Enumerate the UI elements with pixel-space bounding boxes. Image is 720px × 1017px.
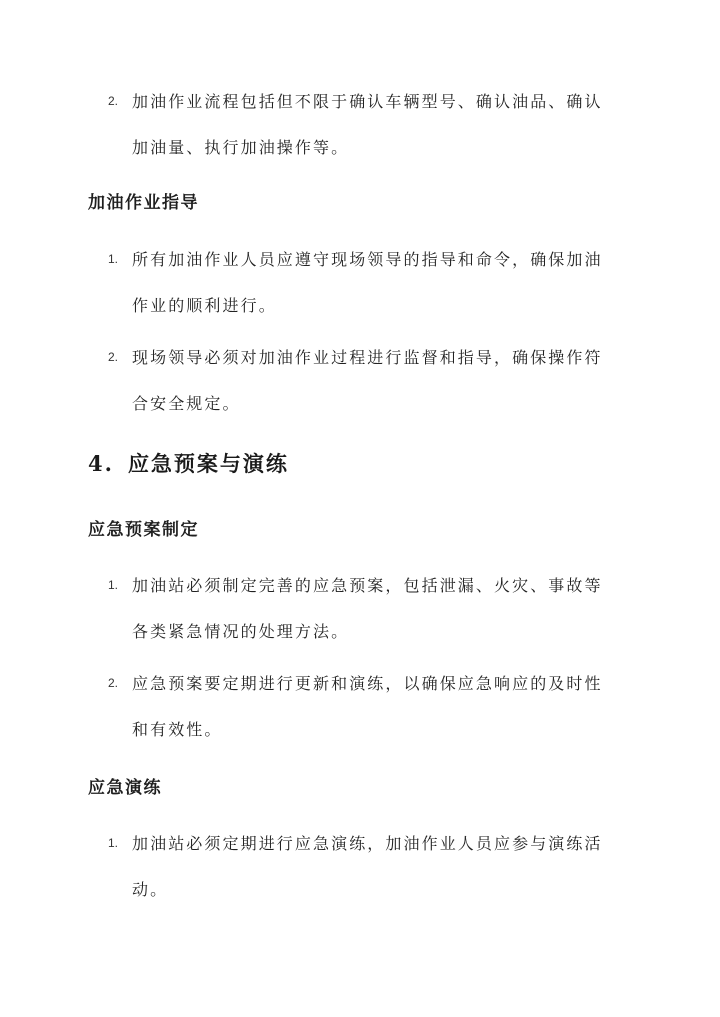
list-item: [108, 248, 628, 340]
list-item: [108, 672, 628, 764]
list-item-text: [132, 346, 628, 438]
list-number: 2.: [108, 94, 119, 108]
text-line: 加油站必须制定完善的应急预案，包括泄漏、火灾、事故等: [132, 576, 603, 595]
text-line: 作业的顺利进行。: [132, 296, 277, 315]
subheading-plan: 应急预案制定: [88, 520, 199, 540]
list-number: 1.: [108, 836, 119, 850]
list-item: [108, 832, 628, 924]
text-line: 和有效性。: [132, 720, 223, 739]
text-line: 动。: [132, 880, 169, 899]
subheading-guidance: 加油作业指导: [88, 193, 199, 213]
list-item-text: [132, 90, 628, 182]
text-line: 加油作业流程包括但不限于确认车辆型号、确认油品、确认: [132, 92, 603, 111]
list-item-text: [132, 248, 628, 340]
text-line: 现场领导必须对加油作业过程进行监督和指导，确保操作符: [132, 348, 603, 367]
text-line: 各类紧急情况的处理方法。: [132, 622, 350, 641]
text-line: 加油量、执行加油操作等。: [132, 138, 350, 157]
list-number: 2.: [108, 676, 119, 690]
list-item-text: [132, 574, 628, 666]
section-heading: [88, 448, 289, 478]
list-item: [108, 574, 628, 666]
text-line: 应急预案要定期进行更新和演练，以确保应急响应的及时性: [132, 674, 603, 693]
list-number: 1.: [108, 578, 119, 592]
list-item-text: [132, 832, 628, 924]
section-number: 4.: [88, 451, 114, 476]
list-item: [108, 90, 628, 182]
list-number: 2.: [108, 350, 119, 364]
text-line: 加油站必须定期进行应急演练，加油作业人员应参与演练活: [132, 834, 603, 853]
subheading-drill: 应急演练: [88, 778, 162, 798]
text-line: 合安全规定。: [132, 394, 241, 413]
list-number: 1.: [108, 252, 119, 266]
list-item: [108, 346, 628, 438]
list-item-text: [132, 672, 628, 764]
section-title: 应急预案与演练: [127, 451, 289, 476]
text-line: 所有加油作业人员应遵守现场领导的指导和命令，确保加油: [132, 250, 603, 269]
